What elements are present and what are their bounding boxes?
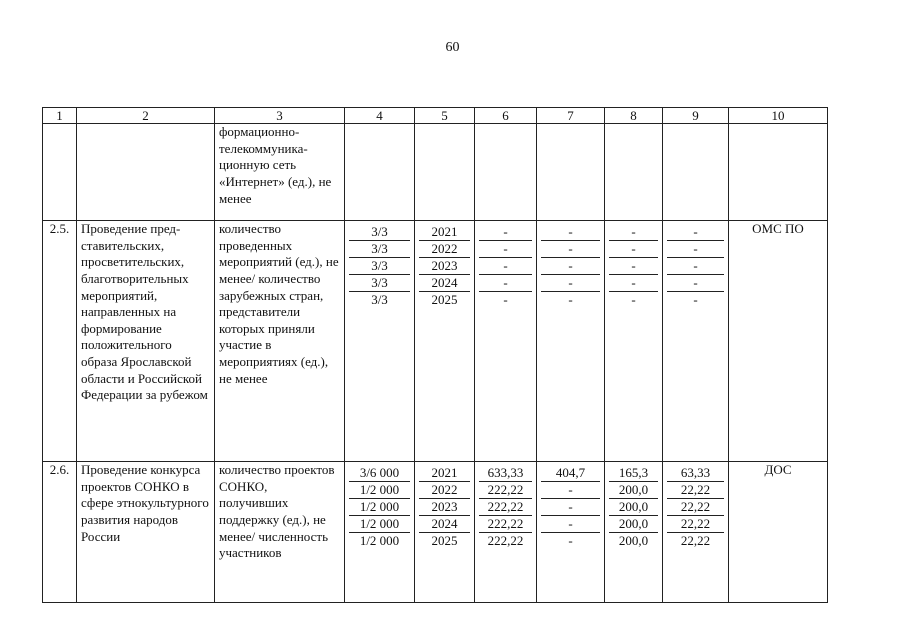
- cell-value: 3/3: [349, 241, 410, 258]
- col9-cell: [663, 221, 729, 462]
- column-header: 3: [215, 108, 345, 124]
- years-cell: [415, 221, 475, 462]
- cell-value: -: [568, 533, 573, 548]
- cell-value: -: [541, 258, 600, 275]
- column-header: 8: [605, 108, 663, 124]
- column-header: 6: [475, 108, 537, 124]
- cell-value: 200,0: [618, 533, 649, 548]
- item-number: 2.5.: [43, 221, 77, 462]
- item-number: 2.6.: [43, 462, 77, 603]
- column-header: 9: [663, 108, 729, 124]
- indicator-text: количество проектов СОНКО, получивших поддержку (ед.), не менее/ численность участников: [215, 462, 345, 603]
- cell-value: -: [693, 292, 698, 307]
- cell-value: -: [503, 292, 508, 307]
- activity-name: [77, 124, 215, 221]
- cell-value: 63,33: [667, 465, 724, 482]
- col9-cell: [663, 462, 729, 603]
- cell-value: -: [541, 482, 600, 499]
- cell-value: 1/2 000: [349, 482, 410, 499]
- cell-value: -: [667, 275, 724, 292]
- column-header: 5: [415, 108, 475, 124]
- table-row: [43, 124, 828, 221]
- values-cell: [345, 124, 415, 221]
- cell-value: 3/3: [371, 292, 388, 307]
- item-number: [43, 124, 77, 221]
- column-header: 7: [537, 108, 605, 124]
- executor: ДОС: [729, 462, 828, 603]
- activity-name: Проведение конкурса проектов СОНКО в сфере этнокультурного развития народов России: [77, 462, 215, 603]
- cell-value: -: [479, 224, 532, 241]
- cell-value: 2021: [419, 224, 470, 241]
- program-table: [42, 107, 828, 603]
- page-number: 60: [445, 40, 460, 55]
- column-header: 1: [43, 108, 77, 124]
- col7-cell: [537, 221, 605, 462]
- executor: ОМС ПО: [729, 221, 828, 462]
- cell-value: 404,7: [541, 465, 600, 482]
- cell-value: -: [541, 224, 600, 241]
- cell-value: 2023: [419, 499, 470, 516]
- cell-value: 22,22: [667, 516, 724, 533]
- cell-value: 3/3: [349, 224, 410, 241]
- cell-value: -: [479, 275, 532, 292]
- cell-value: 22,22: [667, 499, 724, 516]
- table-row: [43, 221, 828, 462]
- cell-value: 2022: [419, 241, 470, 258]
- indicator-text: количество проведенных мероприятий (ед.), не менее/ количество зарубежных стран, представители которых приняли участие в мероприятиях (ед.), не менее: [215, 221, 345, 462]
- column-numbers-row: [43, 108, 828, 124]
- col7-cell: [537, 462, 605, 603]
- cell-value: 165,3: [609, 465, 658, 482]
- cell-value: -: [541, 516, 600, 533]
- col6-cell: [475, 124, 537, 221]
- values-cell: [345, 462, 415, 603]
- cell-value: 22,22: [667, 482, 724, 499]
- col8-cell: [605, 124, 663, 221]
- years-cell: [415, 124, 475, 221]
- col8-cell: [605, 462, 663, 603]
- cell-value: 222,22: [479, 482, 532, 499]
- cell-value: -: [609, 241, 658, 258]
- cell-value: -: [568, 292, 573, 307]
- cell-value: 222,22: [479, 516, 532, 533]
- cell-value: 2022: [419, 482, 470, 499]
- cell-value: 200,0: [609, 516, 658, 533]
- cell-value: 3/3: [349, 275, 410, 292]
- cell-value: 1/2 000: [349, 516, 410, 533]
- cell-value: -: [667, 258, 724, 275]
- years-cell: [415, 462, 475, 603]
- cell-value: -: [541, 241, 600, 258]
- cell-value: -: [609, 275, 658, 292]
- cell-value: -: [631, 292, 636, 307]
- cell-value: 2023: [419, 258, 470, 275]
- cell-value: -: [479, 258, 532, 275]
- column-header: 4: [345, 108, 415, 124]
- col9-cell: [663, 124, 729, 221]
- cell-value: 633,33: [479, 465, 532, 482]
- cell-value: -: [541, 499, 600, 516]
- cell-value: 1/2 000: [359, 533, 400, 548]
- cell-value: -: [541, 275, 600, 292]
- cell-value: -: [479, 241, 532, 258]
- cell-value: 3/3: [349, 258, 410, 275]
- activity-name: Проведение пред-ставительских, просветительских, благотворительных мероприятий, направленных на формирование положительного образа Ярославской области и Российской Федерации за рубежом: [77, 221, 215, 462]
- cell-value: 222,22: [487, 533, 524, 548]
- executor: [729, 124, 828, 221]
- cell-value: -: [667, 241, 724, 258]
- cell-value: 200,0: [609, 499, 658, 516]
- col6-cell: [475, 221, 537, 462]
- cell-value: 2024: [419, 275, 470, 292]
- cell-value: 1/2 000: [349, 499, 410, 516]
- column-header: 2: [77, 108, 215, 124]
- column-header: 10: [729, 108, 828, 124]
- cell-value: 22,22: [680, 533, 711, 548]
- cell-value: 222,22: [479, 499, 532, 516]
- cell-value: 200,0: [609, 482, 658, 499]
- cell-value: 2025: [431, 533, 458, 548]
- col8-cell: [605, 221, 663, 462]
- col7-cell: [537, 124, 605, 221]
- cell-value: 2021: [419, 465, 470, 482]
- table-row: [43, 462, 828, 603]
- col6-cell: [475, 462, 537, 603]
- cell-value: 2025: [431, 292, 458, 307]
- indicator-text: формационно-телекоммуника-ционную сеть «Интернет» (ед.), не менее: [215, 124, 345, 221]
- cell-value: -: [609, 258, 658, 275]
- cell-value: 3/6 000: [349, 465, 410, 482]
- values-cell: [345, 221, 415, 462]
- cell-value: -: [609, 224, 658, 241]
- cell-value: -: [667, 224, 724, 241]
- cell-value: 2024: [419, 516, 470, 533]
